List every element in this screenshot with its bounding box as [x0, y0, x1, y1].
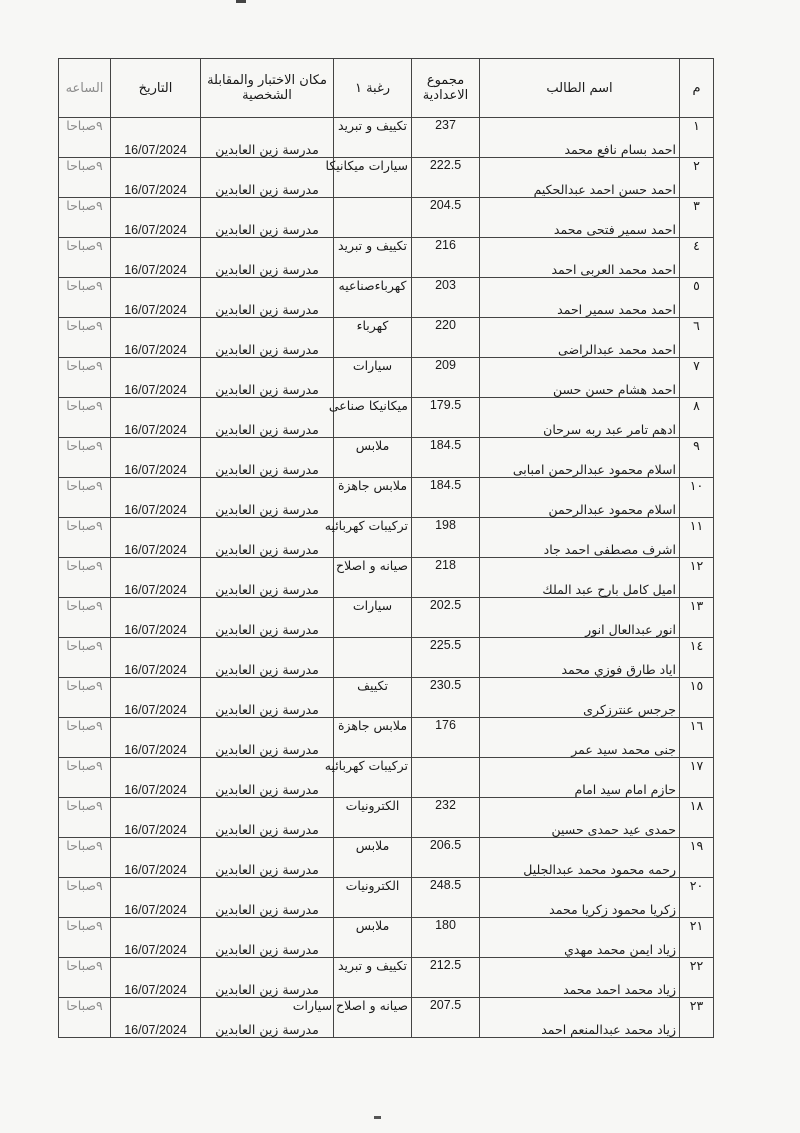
exam-place: مدرسة زين العابدين	[201, 598, 334, 638]
student-roster-table	[58, 58, 714, 1038]
student-name: احمد حسن احمد عبدالحكيم	[480, 158, 680, 198]
table-row	[59, 598, 714, 638]
student-name: احمد هشام حسن حسن	[480, 358, 680, 398]
student-name: اشرف مصطفى احمد جاد	[480, 518, 680, 558]
exam-date: 16/07/2024	[111, 118, 201, 158]
major-choice: تكييف	[334, 678, 412, 718]
row-number: ١٣	[680, 598, 714, 638]
total-score: 216	[412, 238, 480, 278]
exam-date: 16/07/2024	[111, 278, 201, 318]
exam-time: ٩صباحا	[59, 238, 111, 278]
exam-time: ٩صباحا	[59, 318, 111, 358]
exam-place: مدرسة زين العابدين	[201, 718, 334, 758]
table-row	[59, 678, 714, 718]
total-score: 198	[412, 518, 480, 558]
row-number: ١٢	[680, 558, 714, 598]
row-number: ٥	[680, 278, 714, 318]
major-choice	[334, 638, 412, 678]
total-score: 176	[412, 718, 480, 758]
student-name: ادهم تامر عبد ربه سرحان	[480, 398, 680, 438]
student-name: زياد محمد احمد محمد	[480, 958, 680, 998]
major-choice: ملابس جاهزة	[334, 718, 412, 758]
exam-date: 16/07/2024	[111, 238, 201, 278]
total-score: 212.5	[412, 958, 480, 998]
exam-date: 16/07/2024	[111, 358, 201, 398]
student-name: رحمه محمود محمد عبدالجليل	[480, 838, 680, 878]
row-number: ٤	[680, 238, 714, 278]
table-row	[59, 118, 714, 158]
total-score: 180	[412, 918, 480, 958]
row-number: ٢٢	[680, 958, 714, 998]
total-score: 207.5	[412, 998, 480, 1038]
major-choice: الكترونيات	[334, 878, 412, 918]
header-time: الساعه	[59, 59, 111, 118]
exam-date: 16/07/2024	[111, 798, 201, 838]
row-number: ١١	[680, 518, 714, 558]
major-choice: كهرباء	[334, 318, 412, 358]
exam-time: ٩صباحا	[59, 198, 111, 238]
major-choice: كهرباءصناعيه	[334, 278, 412, 318]
major-choice: سيارات	[334, 358, 412, 398]
major-choice: صيانه و اصلاح	[334, 558, 412, 598]
major-choice	[334, 198, 412, 238]
row-number: ٦	[680, 318, 714, 358]
exam-place: مدرسة زين العابدين	[201, 198, 334, 238]
exam-place: مدرسة زين العابدين	[201, 438, 334, 478]
exam-date: 16/07/2024	[111, 598, 201, 638]
total-score: 206.5	[412, 838, 480, 878]
total-score: 184.5	[412, 438, 480, 478]
row-number: ١٧	[680, 758, 714, 798]
major-choice: سيارات ميكانيكا	[334, 158, 412, 198]
header-student-name: اسم الطالب	[480, 59, 680, 118]
exam-place: مدرسة زين العابدين	[201, 638, 334, 678]
student-name: جنى محمد سيد عمر	[480, 718, 680, 758]
exam-time: ٩صباحا	[59, 758, 111, 798]
exam-date: 16/07/2024	[111, 918, 201, 958]
table-row	[59, 958, 714, 998]
table-row	[59, 838, 714, 878]
row-number: ٧	[680, 358, 714, 398]
exam-place: مدرسة زين العابدين	[201, 558, 334, 598]
table-body	[59, 118, 714, 1038]
student-name: جرجس عنترزكرى	[480, 678, 680, 718]
header-place: مكان الاختبار والمقابلة الشخصية	[201, 59, 334, 118]
student-name: احمد بسام نافع محمد	[480, 118, 680, 158]
row-number: ٢٣	[680, 998, 714, 1038]
total-score: 202.5	[412, 598, 480, 638]
row-number: ١٥	[680, 678, 714, 718]
exam-date: 16/07/2024	[111, 958, 201, 998]
table-header	[59, 59, 714, 118]
total-score: 203	[412, 278, 480, 318]
exam-date: 16/07/2024	[111, 398, 201, 438]
header-total: مجموع الاعدادية	[412, 59, 480, 118]
major-choice: تركيبات كهربائيه	[334, 518, 412, 558]
table-row	[59, 358, 714, 398]
row-number: ١٩	[680, 838, 714, 878]
exam-time: ٩صباحا	[59, 878, 111, 918]
major-choice: سيارات	[334, 598, 412, 638]
row-number: ١٤	[680, 638, 714, 678]
exam-time: ٩صباحا	[59, 358, 111, 398]
exam-time: ٩صباحا	[59, 398, 111, 438]
student-name: انور عبدالعال انور	[480, 598, 680, 638]
major-choice: ملابس	[334, 438, 412, 478]
row-number: ٣	[680, 198, 714, 238]
total-score	[412, 758, 480, 798]
exam-date: 16/07/2024	[111, 518, 201, 558]
table-row	[59, 798, 714, 838]
exam-time: ٩صباحا	[59, 998, 111, 1038]
row-number: ٨	[680, 398, 714, 438]
exam-place: مدرسة زين العابدين	[201, 918, 334, 958]
scan-mark-bottom	[374, 1116, 381, 1119]
student-name: احمد محمد عبدالراضى	[480, 318, 680, 358]
exam-place: مدرسة زين العابدين	[201, 478, 334, 518]
exam-date: 16/07/2024	[111, 558, 201, 598]
table-row	[59, 918, 714, 958]
exam-time: ٩صباحا	[59, 678, 111, 718]
row-number: ١٠	[680, 478, 714, 518]
scan-mark-top	[236, 0, 246, 3]
exam-time: ٩صباحا	[59, 478, 111, 518]
exam-date: 16/07/2024	[111, 478, 201, 518]
exam-date: 16/07/2024	[111, 838, 201, 878]
student-name: اسلام محمود عبدالرحمن امبابى	[480, 438, 680, 478]
student-name: حمدى عيد حمدى حسين	[480, 798, 680, 838]
exam-time: ٩صباحا	[59, 838, 111, 878]
table-row	[59, 558, 714, 598]
exam-place: مدرسة زين العابدين	[201, 158, 334, 198]
exam-date: 16/07/2024	[111, 638, 201, 678]
table-row	[59, 438, 714, 478]
row-number: ٢٠	[680, 878, 714, 918]
exam-date: 16/07/2024	[111, 198, 201, 238]
major-choice: تكييف و تبريد	[334, 238, 412, 278]
exam-place: مدرسة زين العابدين	[201, 878, 334, 918]
student-name: زياد ايمن محمد مهدي	[480, 918, 680, 958]
total-score: 209	[412, 358, 480, 398]
exam-time: ٩صباحا	[59, 598, 111, 638]
row-number: ٢	[680, 158, 714, 198]
major-choice: ملابس جاهزة	[334, 478, 412, 518]
total-score: 225.5	[412, 638, 480, 678]
exam-place: مدرسة زين العابدين	[201, 358, 334, 398]
student-name: اياد طارق فوزي محمد	[480, 638, 680, 678]
exam-place: مدرسة زين العابدين	[201, 798, 334, 838]
exam-place: مدرسة زين العابدين	[201, 838, 334, 878]
table-row	[59, 758, 714, 798]
total-score: 220	[412, 318, 480, 358]
exam-time: ٩صباحا	[59, 718, 111, 758]
exam-time: ٩صباحا	[59, 638, 111, 678]
table-row	[59, 198, 714, 238]
total-score: 237	[412, 118, 480, 158]
exam-time: ٩صباحا	[59, 558, 111, 598]
row-number: ١	[680, 118, 714, 158]
exam-place: مدرسة زين العابدين	[201, 518, 334, 558]
table-row	[59, 278, 714, 318]
exam-date: 16/07/2024	[111, 158, 201, 198]
student-name: احمد سمير فتحى محمد	[480, 198, 680, 238]
exam-place: مدرسة زين العابدين	[201, 758, 334, 798]
row-number: ١٦	[680, 718, 714, 758]
exam-time: ٩صباحا	[59, 438, 111, 478]
student-name: زكريا محمود زكريا محمد	[480, 878, 680, 918]
major-choice: تركيبات كهربائيه	[334, 758, 412, 798]
exam-time: ٩صباحا	[59, 518, 111, 558]
major-choice: تكييف و تبريد	[334, 118, 412, 158]
total-score: 184.5	[412, 478, 480, 518]
major-choice: الكترونيات	[334, 798, 412, 838]
exam-date: 16/07/2024	[111, 718, 201, 758]
table-row	[59, 478, 714, 518]
exam-date: 16/07/2024	[111, 318, 201, 358]
exam-time: ٩صباحا	[59, 158, 111, 198]
exam-place: مدرسة زين العابدين	[201, 958, 334, 998]
header-date: التاريخ	[111, 59, 201, 118]
student-name: احمد محمد سمير احمد	[480, 278, 680, 318]
exam-place: مدرسة زين العابدين	[201, 278, 334, 318]
exam-place: مدرسة زين العابدين	[201, 238, 334, 278]
table-row	[59, 998, 714, 1038]
table-row	[59, 878, 714, 918]
student-name: اميل كامل بارح عبد الملك	[480, 558, 680, 598]
exam-place: مدرسة زين العابدين	[201, 118, 334, 158]
exam-place: مدرسة زين العابدين	[201, 318, 334, 358]
header-major: رغبة ١	[334, 59, 412, 118]
exam-place: مدرسة زين العابدين	[201, 678, 334, 718]
major-choice: ميكانيكا صناعى	[334, 398, 412, 438]
exam-time: ٩صباحا	[59, 118, 111, 158]
exam-time: ٩صباحا	[59, 278, 111, 318]
student-name: حازم امام سيد امام	[480, 758, 680, 798]
exam-date: 16/07/2024	[111, 678, 201, 718]
row-number: ٢١	[680, 918, 714, 958]
total-score: 218	[412, 558, 480, 598]
table-row	[59, 398, 714, 438]
table-row	[59, 718, 714, 758]
total-score: 248.5	[412, 878, 480, 918]
exam-date: 16/07/2024	[111, 438, 201, 478]
exam-date: 16/07/2024	[111, 878, 201, 918]
exam-place: مدرسة زين العابدين	[201, 398, 334, 438]
major-choice: ملابس	[334, 918, 412, 958]
student-name: زياد محمد عبدالمنعم احمد	[480, 998, 680, 1038]
total-score: 230.5	[412, 678, 480, 718]
total-score: 222.5	[412, 158, 480, 198]
total-score: 179.5	[412, 398, 480, 438]
table-row	[59, 638, 714, 678]
header-number: م	[680, 59, 714, 118]
row-number: ١٨	[680, 798, 714, 838]
exam-date: 16/07/2024	[111, 758, 201, 798]
major-choice: تكييف و تبريد	[334, 958, 412, 998]
table-row	[59, 518, 714, 558]
total-score: 204.5	[412, 198, 480, 238]
exam-date: 16/07/2024	[111, 998, 201, 1038]
table-row	[59, 238, 714, 278]
table-row	[59, 318, 714, 358]
student-name: احمد محمد العربى احمد	[480, 238, 680, 278]
exam-place: مدرسة زين العابدين	[201, 998, 334, 1038]
exam-time: ٩صباحا	[59, 798, 111, 838]
major-choice: ملابس	[334, 838, 412, 878]
table-row	[59, 158, 714, 198]
major-choice: صيانه و اصلاح سيارات	[334, 998, 412, 1038]
row-number: ٩	[680, 438, 714, 478]
student-name: اسلام محمود عبدالرحمن	[480, 478, 680, 518]
total-score: 232	[412, 798, 480, 838]
header-row	[59, 59, 714, 118]
exam-time: ٩صباحا	[59, 918, 111, 958]
exam-time: ٩صباحا	[59, 958, 111, 998]
